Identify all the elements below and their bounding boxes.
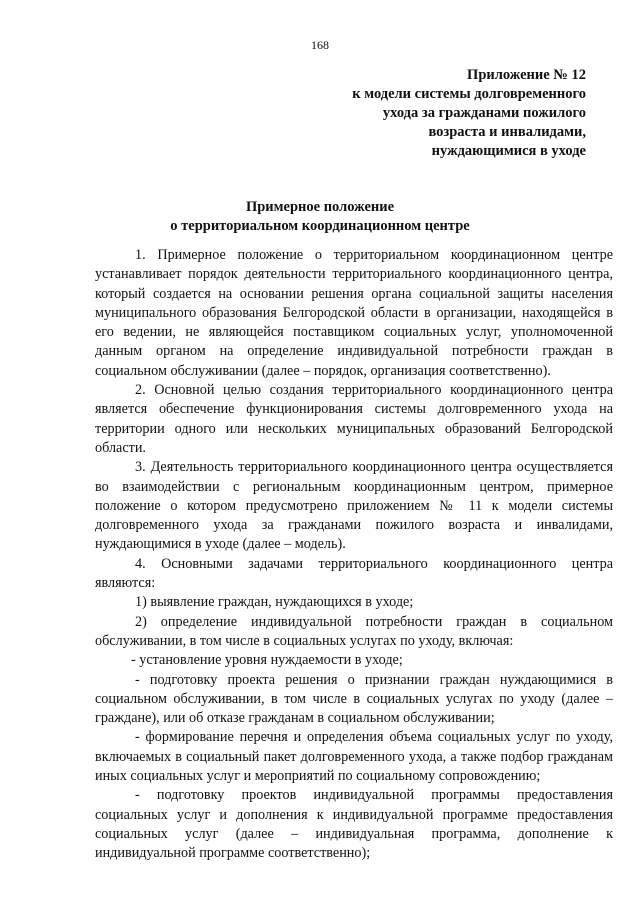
list-item: 2) определение индивидуальной потребности граждан в социальном обслуживании, в том числе в социальных услугах по уходу, включая: [95,613,613,649]
sub-list-item: - подготовку проектов индивидуальной программы предоставления социальных услуг и дополнения к индивидуальной программе предоставления социальных услуг (далее – индивидуальная программа, дополнение к индивидуальной программе соответственно); [95,787,613,862]
paragraph: 3. Деятельность территориального координационного центра осуществляется во взаимодействии с региональным координационным центром, примерное положение о котором предусмотрено приложением № 11 к модели системы долговременного ухода за гражданами пожилого возраста и инвалидами, нуждающимися в уходе (далее – модель). [95,459,613,553]
sub-list-item: - установление уровня нуждаемости в уходе; [131,652,403,669]
document-title [0,198,640,236]
appendix-header [326,66,586,161]
sub-list-item: - подготовку проекта решения о признании граждан нуждающимися в социальном обслуживании, в том числе в социальных услугах по уходу (далее – граждане), или об отказе гражданам в социальном обслуживании; [95,671,613,727]
paragraph: 1. Примерное положение о территориальном координационном центре устанавливает порядок деятельности территориального координационного центра, который создается на основании решения органа социальной защиты населения муниципального образования Белгородской области в организации, находящейся в его ведении, не являющейся поставщиком социальных услуг, уполномоченной данным органом на определение индивидуальной потребности граждан в социальном обслуживании (далее – порядок, организация соответственно). [95,247,613,379]
appendix-line: нуждающимися в уходе [431,143,586,159]
sub-list-item: - формирование перечня и определения объема социальных услуг по уходу, включаемых в социальный пакет долговременного ухода, а также подбор гражданам иных социальных услуг и мероприятий по социальному сопровождению; [95,729,613,785]
appendix-line: к модели системы долговременного [352,86,586,102]
document-body [95,246,613,864]
paragraph: 4. Основными задачами территориального координационного центра являются: [95,555,613,592]
list-item: 1) выявление граждан, нуждающихся в уходе; [135,594,414,611]
appendix-line: Приложение № 12 [467,67,586,83]
appendix-line: ухода за гражданами пожилого [382,105,586,121]
appendix-line: возраста и инвалидами, [428,124,586,140]
title-line: Примерное положение [245,199,395,215]
title-line: о территориальном координационном центре [170,218,470,234]
paragraph: 2. Основной целью создания территориального координационного центра является обеспечение функционирования системы долговременного ухода на территории одного или нескольких муниципальных образований Белгородской области. [95,382,613,456]
page-number: 168 [311,38,329,52]
